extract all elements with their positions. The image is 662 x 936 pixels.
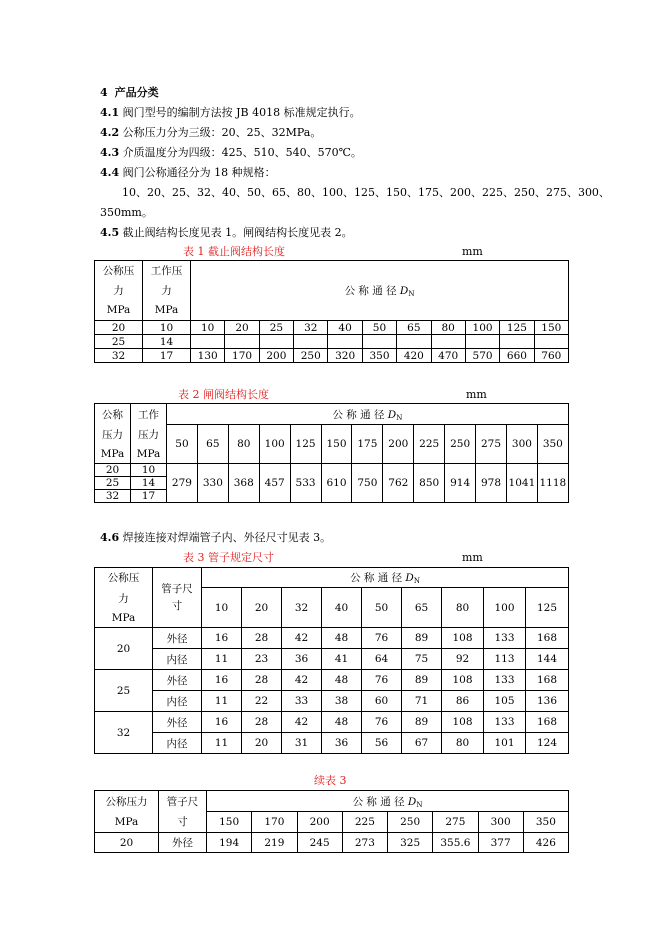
- dn-cell: 100: [484, 588, 526, 628]
- dn-cell: 10: [191, 321, 225, 335]
- table3-dn-symbol: D: [405, 572, 414, 584]
- table3c-caption: [314, 774, 347, 788]
- empty-cell: [259, 335, 293, 349]
- value-cell: 105: [484, 691, 526, 712]
- item-number: 4.1: [100, 106, 120, 119]
- table1-header-work: 工作压: [143, 261, 191, 281]
- item-4-5: [100, 226, 353, 240]
- item-text: 公称压力分为三级：20、25、32MPa。: [122, 126, 322, 139]
- dn-cell: 65: [402, 588, 442, 628]
- section-number: 4: [100, 86, 108, 99]
- table3c-dn-sub: N: [416, 800, 423, 809]
- pressure-cell: 20: [95, 833, 159, 853]
- table2-header-work: 工作: [131, 404, 167, 425]
- item-text: 介质温度分为四级：425、510、540、570℃。: [122, 146, 362, 159]
- value-cell: 80: [442, 733, 484, 754]
- length-cell: 350: [362, 349, 396, 363]
- length-cell: 420: [397, 349, 431, 363]
- value-cell: 144: [526, 649, 569, 670]
- table-row: [95, 691, 569, 712]
- dn-cell: 170: [252, 812, 297, 833]
- value-cell: 64: [362, 649, 402, 670]
- length-cell: 200: [259, 349, 293, 363]
- empty-cell: [534, 335, 568, 349]
- table3-unit: mm: [462, 551, 483, 564]
- value-cell: 67: [402, 733, 442, 754]
- value-cell: 426: [523, 833, 568, 853]
- table3-caption: [183, 551, 274, 565]
- table3-size-label-b: 寸: [171, 599, 183, 612]
- item-number: 4.4: [100, 166, 120, 179]
- length-cell: 533: [290, 464, 321, 503]
- dn-cell: 80: [228, 425, 259, 464]
- value-cell: 60: [362, 691, 402, 712]
- length-cell: 750: [352, 464, 383, 503]
- empty-cell: [191, 335, 225, 349]
- dn-cell: 20: [242, 588, 282, 628]
- value-cell: 168: [526, 628, 569, 649]
- table2-caption: [178, 388, 269, 402]
- length-cell: 978: [476, 464, 507, 503]
- dn-cell: 50: [362, 321, 396, 335]
- length-cell: 850: [414, 464, 445, 503]
- value-cell: 11: [202, 649, 242, 670]
- value-cell: 355.6: [433, 833, 478, 853]
- pressure-cell: 20: [95, 464, 131, 477]
- item-number: 4.5: [100, 226, 120, 239]
- table1-unit: mm: [462, 245, 483, 258]
- dn-cell: 25: [259, 321, 293, 335]
- value-cell: 168: [526, 712, 569, 733]
- value-cell: 11: [202, 733, 242, 754]
- dn-cell: 175: [352, 425, 383, 464]
- dn-cell: 150: [207, 812, 252, 833]
- table3c-header-pressure-2: MPa: [95, 812, 159, 833]
- dn-cell: 275: [433, 812, 478, 833]
- size-label: 外径: [159, 833, 207, 853]
- length-cell: 610: [321, 464, 352, 503]
- item-number: 4.6: [100, 531, 120, 544]
- value-cell: 133: [484, 712, 526, 733]
- value-cell: 16: [202, 628, 242, 649]
- table1-header-pressure-3: MPa: [95, 301, 143, 321]
- pressure-cell: 20: [95, 628, 153, 670]
- table1-header-work-3: MPa: [143, 301, 191, 321]
- table-row: [95, 649, 569, 670]
- value-cell: 16: [202, 712, 242, 733]
- value-cell: 92: [442, 649, 484, 670]
- dn-cell: 350: [523, 812, 568, 833]
- dn-cell: 150: [321, 425, 352, 464]
- table3-header-dn: [202, 568, 569, 588]
- table-row: [95, 335, 569, 349]
- length-cell: 250: [294, 349, 328, 363]
- item-4-4-list: [122, 186, 610, 200]
- value-cell: 42: [282, 628, 322, 649]
- dn-cell: 32: [282, 588, 322, 628]
- table1-caption: [183, 245, 285, 259]
- item-4-2: [100, 126, 321, 140]
- item-text: 截止阀结构长度见表 1。闸阀结构长度见表 2。: [122, 226, 353, 239]
- dn-cell: 225: [342, 812, 387, 833]
- value-cell: 133: [484, 670, 526, 691]
- table1-header-work-2: 力: [143, 281, 191, 301]
- pressure-cell: 25: [95, 335, 143, 349]
- value-cell: 108: [442, 712, 484, 733]
- value-cell: 56: [362, 733, 402, 754]
- table2-dn-label: 公 称 通 径: [332, 408, 385, 421]
- table1: [94, 260, 569, 363]
- section-heading: 产品分类: [114, 86, 159, 99]
- table3-header-pressure: 公称压: [95, 568, 153, 588]
- work-cell: 17: [131, 490, 167, 503]
- table3-size-label-a: 管子尺: [161, 582, 193, 595]
- empty-cell: [465, 335, 499, 349]
- dn-cell: 50: [167, 425, 198, 464]
- size-label: 内径: [153, 733, 202, 754]
- value-cell: 108: [442, 628, 484, 649]
- length-cell: 914: [445, 464, 476, 503]
- table2-header-pressure-2: 压力: [95, 425, 131, 445]
- item-4-3: [100, 146, 362, 160]
- empty-cell: [225, 335, 259, 349]
- pressure-cell: 32: [95, 712, 153, 754]
- table2-header-work-2: 压力: [131, 425, 167, 445]
- length-cell: 760: [534, 349, 568, 363]
- table1-header-pressure: 公称压: [95, 261, 143, 281]
- table1-title: 表 1 截止阀结构长度: [183, 245, 285, 258]
- work-cell: 14: [131, 477, 167, 490]
- dn-cell: 200: [297, 812, 342, 833]
- length-cell: 368: [228, 464, 259, 503]
- value-cell: 219: [252, 833, 297, 853]
- value-cell: 273: [342, 833, 387, 853]
- value-cell: 48: [322, 628, 362, 649]
- value-cell: 31: [282, 733, 322, 754]
- value-cell: 42: [282, 670, 322, 691]
- table-row: [95, 833, 569, 853]
- table3c-header-dn: [207, 791, 569, 812]
- section-title: [100, 86, 159, 100]
- empty-cell: [328, 335, 362, 349]
- dn-cell: 65: [397, 321, 431, 335]
- table-row: [95, 628, 569, 649]
- value-cell: 124: [526, 733, 569, 754]
- value-cell: 75: [402, 649, 442, 670]
- dn-cell: 80: [431, 321, 465, 335]
- table3-header-size: [153, 568, 202, 628]
- value-cell: 194: [207, 833, 252, 853]
- table1-dn-sub: N: [408, 290, 415, 298]
- table-row: [95, 321, 569, 335]
- item-4-4-list-end: [100, 206, 153, 220]
- value-cell: 28: [242, 712, 282, 733]
- value-cell: 36: [322, 733, 362, 754]
- pressure-cell: 20: [95, 321, 143, 335]
- table3c-header-size: 管子尺: [159, 791, 207, 812]
- value-cell: 16: [202, 670, 242, 691]
- dn-cell: 275: [476, 425, 507, 464]
- size-label: 内径: [153, 649, 202, 670]
- dn-cell: 100: [259, 425, 290, 464]
- pressure-cell: 25: [95, 477, 131, 490]
- value-cell: 89: [402, 670, 442, 691]
- table3c-header-size-2: 寸: [159, 812, 207, 833]
- table1-dn-label: 公 称 通 径: [344, 285, 397, 297]
- value-cell: 168: [526, 670, 569, 691]
- table2-header-pressure: 公称: [95, 404, 131, 425]
- size-label: 外径: [153, 670, 202, 691]
- value-cell: 136: [526, 691, 569, 712]
- length-cell: 762: [383, 464, 414, 503]
- dn-cell: 32: [294, 321, 328, 335]
- dn-cell: 300: [506, 425, 537, 464]
- value-cell: 36: [282, 649, 322, 670]
- size-label: 内径: [153, 691, 202, 712]
- table3c-header-pressure: 公称压力: [95, 791, 159, 812]
- empty-cell: [362, 335, 396, 349]
- table2-unit: mm: [466, 388, 487, 401]
- table3c-title: 续表 3: [314, 774, 347, 787]
- pressure-cell: 32: [95, 490, 131, 503]
- length-cell: 130: [191, 349, 225, 363]
- work-cell: 10: [143, 321, 191, 335]
- size-label: 外径: [153, 628, 202, 649]
- table3: [94, 567, 569, 754]
- table1-dn-symbol: D: [399, 285, 409, 297]
- table1-header-pressure-2: 力: [95, 281, 143, 301]
- length-cell: 1041: [506, 464, 537, 503]
- item-text: 阀门型号的编制方法按 JB 4018 标准规定执行。: [122, 106, 361, 119]
- table2-dn-symbol: D: [387, 408, 397, 421]
- empty-cell: [294, 335, 328, 349]
- value-cell: 23: [242, 649, 282, 670]
- empty-cell: [431, 335, 465, 349]
- dn-cell: 125: [290, 425, 321, 464]
- dn-cell: 300: [478, 812, 523, 833]
- pressure-cell: 25: [95, 670, 153, 712]
- value-cell: 108: [442, 670, 484, 691]
- length-cell: 279: [167, 464, 198, 503]
- work-cell: 17: [143, 349, 191, 363]
- dn-cell: 250: [388, 812, 433, 833]
- table3-header-pressure-2: 力: [95, 588, 153, 609]
- value-cell: 33: [282, 691, 322, 712]
- dn-cell: 80: [442, 588, 484, 628]
- value-cell: 11: [202, 691, 242, 712]
- value-cell: 377: [478, 833, 523, 853]
- dn-cell: 150: [534, 321, 568, 335]
- table-row: [95, 349, 569, 363]
- table2-header-dn: [167, 404, 569, 425]
- table3c-dn-symbol: D: [407, 795, 417, 808]
- value-cell: 89: [402, 628, 442, 649]
- item-text: 350mm。: [100, 206, 153, 219]
- value-cell: 86: [442, 691, 484, 712]
- work-cell: 10: [131, 464, 167, 477]
- size-label: 外径: [153, 712, 202, 733]
- value-cell: 325: [388, 833, 433, 853]
- value-cell: 20: [242, 733, 282, 754]
- table3-dn-label: 公 称 通 径: [350, 572, 403, 584]
- value-cell: 22: [242, 691, 282, 712]
- value-cell: 113: [484, 649, 526, 670]
- value-cell: 41: [322, 649, 362, 670]
- item-text: 阀门公称通径分为 18 种规格：: [122, 166, 276, 179]
- dn-cell: 225: [414, 425, 445, 464]
- table3-dn-sub: N: [413, 577, 420, 585]
- item-4-6: [100, 531, 331, 545]
- item-4-1: [100, 106, 361, 120]
- length-cell: 470: [431, 349, 465, 363]
- item-text: 焊接连接对焊端管子内、外径尺寸见表 3。: [122, 531, 332, 544]
- value-cell: 76: [362, 712, 402, 733]
- length-cell: 660: [500, 349, 534, 363]
- length-cell: 570: [465, 349, 499, 363]
- dn-cell: 125: [526, 588, 569, 628]
- empty-cell: [397, 335, 431, 349]
- value-cell: 48: [322, 670, 362, 691]
- empty-cell: [500, 335, 534, 349]
- dn-cell: 40: [322, 588, 362, 628]
- value-cell: 133: [484, 628, 526, 649]
- pressure-cell: 32: [95, 349, 143, 363]
- dn-cell: 350: [537, 425, 568, 464]
- dn-cell: 65: [197, 425, 228, 464]
- table3-title: 表 3 管子规定尺寸: [183, 551, 274, 564]
- table-row: [95, 670, 569, 691]
- length-cell: 330: [197, 464, 228, 503]
- value-cell: 71: [402, 691, 442, 712]
- value-cell: 28: [242, 670, 282, 691]
- table2-title: 表 2 闸阀结构长度: [178, 388, 269, 401]
- work-cell: 14: [143, 335, 191, 349]
- value-cell: 245: [297, 833, 342, 853]
- length-cell: 457: [259, 464, 290, 503]
- dn-cell: 100: [465, 321, 499, 335]
- item-number: 4.2: [100, 126, 120, 139]
- table-row: [95, 733, 569, 754]
- value-cell: 76: [362, 628, 402, 649]
- item-number: 4.3: [100, 146, 120, 159]
- value-cell: 89: [402, 712, 442, 733]
- table2-dn-sub: N: [396, 413, 403, 422]
- dn-cell: 125: [500, 321, 534, 335]
- table3c-dn-label: 公 称 通 径: [352, 795, 405, 808]
- table1-header-dn: [191, 261, 569, 321]
- table-row: [95, 712, 569, 733]
- dn-cell: 10: [202, 588, 242, 628]
- dn-cell: 50: [362, 588, 402, 628]
- value-cell: 48: [322, 712, 362, 733]
- length-cell: 1118: [537, 464, 568, 503]
- dn-cell: 250: [445, 425, 476, 464]
- table3c: [94, 790, 569, 853]
- value-cell: 101: [484, 733, 526, 754]
- table-row: [95, 464, 569, 477]
- table3-header-pressure-3: MPa: [95, 609, 153, 628]
- dn-cell: 40: [328, 321, 362, 335]
- value-cell: 76: [362, 670, 402, 691]
- table2-header-work-3: MPa: [131, 445, 167, 464]
- table2-header-pressure-3: MPa: [95, 445, 131, 464]
- length-cell: 170: [225, 349, 259, 363]
- length-cell: 320: [328, 349, 362, 363]
- value-cell: 42: [282, 712, 322, 733]
- value-cell: 28: [242, 628, 282, 649]
- dn-cell: 200: [383, 425, 414, 464]
- item-4-4: [100, 166, 276, 180]
- value-cell: 38: [322, 691, 362, 712]
- table2: [94, 403, 569, 503]
- item-text: 10、20、25、32、40、50、65、80、100、125、150、175、200、225、250、275、300、: [122, 186, 610, 199]
- dn-cell: 20: [225, 321, 259, 335]
